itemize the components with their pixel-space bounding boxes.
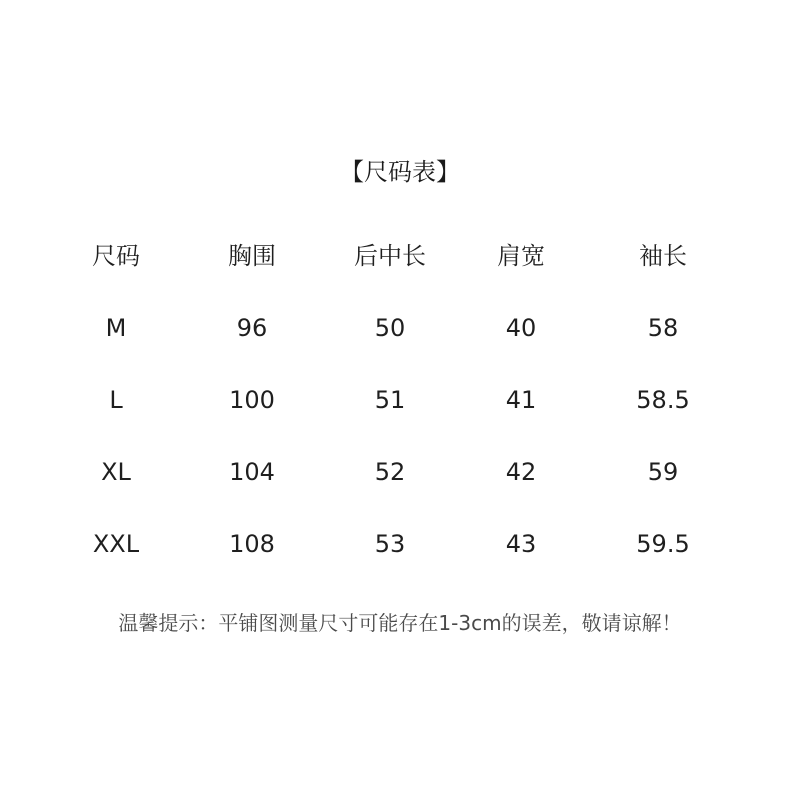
- header-sleeve: 袖长: [639, 242, 687, 270]
- cell-shoulder: 40: [505, 314, 537, 342]
- page-title: 【尺码表】: [340, 158, 460, 186]
- cell-size: L: [109, 386, 123, 414]
- cell-back-length: 50: [374, 314, 406, 342]
- cell-chest: 96: [236, 314, 268, 342]
- table-row: [0, 448, 800, 520]
- cell-back-length: 51: [374, 386, 406, 414]
- table-row: [0, 304, 800, 376]
- table-row: [0, 520, 800, 592]
- cell-size: XL: [101, 458, 131, 486]
- table-header-row: [0, 232, 800, 304]
- size-table: [0, 232, 800, 592]
- cell-back-length: 53: [374, 530, 406, 558]
- measurement-note: 温馨提示：平铺图测量尺寸可能存在1-3cm的误差，敬请谅解！: [118, 611, 682, 635]
- cell-chest: 108: [229, 530, 275, 558]
- cell-back-length: 52: [374, 458, 406, 486]
- cell-chest: 100: [229, 386, 275, 414]
- header-shoulder: 肩宽: [497, 242, 545, 270]
- table-row: [0, 376, 800, 448]
- header-chest: 胸围: [228, 242, 276, 270]
- cell-sleeve: 59.5: [636, 530, 690, 558]
- cell-shoulder: 42: [505, 458, 537, 486]
- cell-sleeve: 59: [647, 458, 679, 486]
- cell-chest: 104: [229, 458, 275, 486]
- cell-shoulder: 41: [505, 386, 537, 414]
- cell-shoulder: 43: [505, 530, 537, 558]
- header-back-length: 后中长: [354, 242, 426, 270]
- cell-sleeve: 58: [647, 314, 679, 342]
- cell-size: M: [105, 314, 127, 342]
- cell-sleeve: 58.5: [636, 386, 690, 414]
- cell-size: XXL: [92, 530, 140, 558]
- header-size: 尺码: [92, 242, 140, 270]
